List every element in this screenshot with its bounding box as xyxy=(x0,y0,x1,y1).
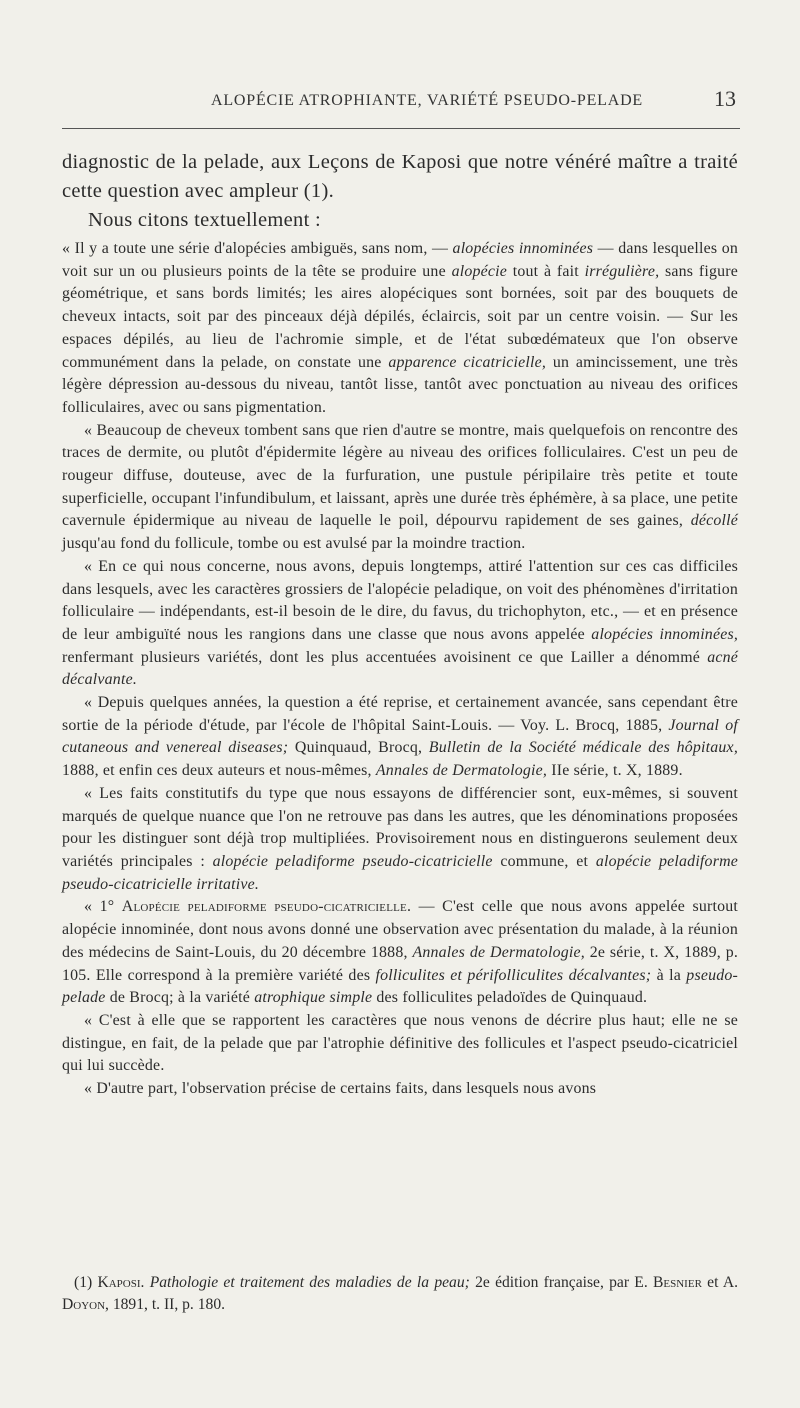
quote-paragraph-3: « En ce qui nous concerne, nous avons, depuis longtemps, attiré l'attention sur ces cas difficiles dans lesquels, avec les caractères grossiers de l'alopécie peladique, on voit des phénomènes d'irritation folliculaire — indépendants, est-il besoin de le dire, du favus, du trichophyton, etc., — et en présence de leur ambiguïté nous les rangions dans une classe que nous avons appelée alopécies innominées, renfermant plusieurs variétés, dont les plus accentuées avoisinent ce que Lailler a dénommé acné décalvante. xyxy=(62,557,739,689)
page-number: 13 xyxy=(714,86,736,111)
quote-paragraph-1: « Il y a toute une série d'alopécies ambiguës, sans nom, — alopécies innominées — dans lesquelles on voit sur un ou plusieurs points de la tête se produire une alopécie tout à fait irrégulière, sans figure géométrique, et sans bords limités; les aires alopéciques sont bornées, soit par des bouquets de cheveux intacts, soit par des pinceaux déjà dépilés, éclaircis, soit par un centre voisin. — Sur les espaces dépilés, au lieu de l'achromie simple, et de l'état subœdémateux que l'on observe communément dans la pelade, on constate une apparence cicatricielle, un amincissement, une très légère dépression au-dessous du niveau, tantôt lisse, tantôt avec ponctuation au niveau des orifices folliculaires, avec ou sans pigmentation. xyxy=(62,240,739,416)
quote-paragraph-5: « Les faits constitutifs du type que nous essayons de différencier sont, eux-mêmes, si souvent marqués de quelque nuance que l'on ne retrouve pas dans les autres, que les dénominations proposées pour les distinguer sont déjà trop multipliées. Provisoirement nous en distinguerons seulement deux variétés principales : alopécie peladiforme pseudo-cicatricielle commune, et alopécie peladiforme pseudo-cicatricielle irritative. xyxy=(62,784,739,893)
lead-sentence: diagnostic de la pelade, aux Leçons de Kaposi que notre vénéré maître a traité cette question avec ampleur (1). xyxy=(62,151,738,202)
quote-paragraph-4: « Depuis quelques années, la question a été reprise, et certainement avancée, sans cependant être sortie de la période d'étude, par l'école de l'hôpital Saint-Louis. — Voy. L. Brocq, 1885, Journal of cutaneous and venereal diseases; Quinquaud, Brocq, Bulletin de la Société médicale des hôpitaux, 1888, et enfin ces deux auteurs et nous-mêmes, Annales de Dermatologie, IIe série, t. X, 1889. xyxy=(62,694,738,780)
quote-paragraph-2: « Beaucoup de cheveux tombent sans que rien d'autre se montre, mais quelquefois on rencontre des traces de dermite, ou plutôt d'épidermite légère au niveau des orifices folliculaires. C'est un peu de rougeur diffuse, douteuse, avec de la furfuration, une pustule péripilaire très petite et toute superficielle, occupant l'infundibulum, et laissant, après une durée très éphémère, à sa place, une petite cavernule épidermique au niveau de laquelle le poil, dépourvu rapidement de ses gaines, décollé jusqu'au fond du follicule, tombe ou est avulsé par la moindre traction. xyxy=(62,421,738,553)
running-title: ALOPÉCIE ATROPHIANTE, VARIÉTÉ PSEUDO-PELADE xyxy=(210,92,644,109)
lead-paragraph xyxy=(62,148,738,235)
lead-citation-intro: Nous citons textuellement : xyxy=(88,209,321,231)
header-rule xyxy=(62,128,740,129)
footnote-text: (1) Kaposi. Pathologie et traitement des maladies de la peau; 2e édition française, par E. Besnier et A. Doyon, 1891, t. II, p. 180. xyxy=(62,1274,739,1313)
page-header xyxy=(62,88,738,116)
quotation-block xyxy=(62,238,738,1101)
footnote xyxy=(62,1272,738,1316)
quote-paragraph-8: « D'autre part, l'observation précise de certains faits, dans lesquels nous avons xyxy=(84,1080,597,1098)
quote-paragraph-6: « 1° Alopécie peladiforme pseudo-cicatricielle. — C'est celle que nous avons appelée surtout alopécie innominée, dont nous avons donné une observation avec présentation du malade, à la réunion des médecins de Saint-Louis, du 20 décembre 1888, Annales de Dermatologie, 2e série, t. X, 1889, p. 105. Elle correspond à la première variété des folliculites et périfolliculites décalvantes; à la pseudo-pelade de Brocq; à la variété atrophique simple des folliculites peladoïdes de Quinquaud. xyxy=(62,898,739,1007)
quote-paragraph-7: « C'est à elle que se rapportent les caractères que nous venons de décrire plus haut; elle ne se distingue, en fait, de la pelade que par l'atrophie définitive des follicules et l'aspect pseudo-cicatriciel qui lui succède. xyxy=(62,1011,738,1075)
